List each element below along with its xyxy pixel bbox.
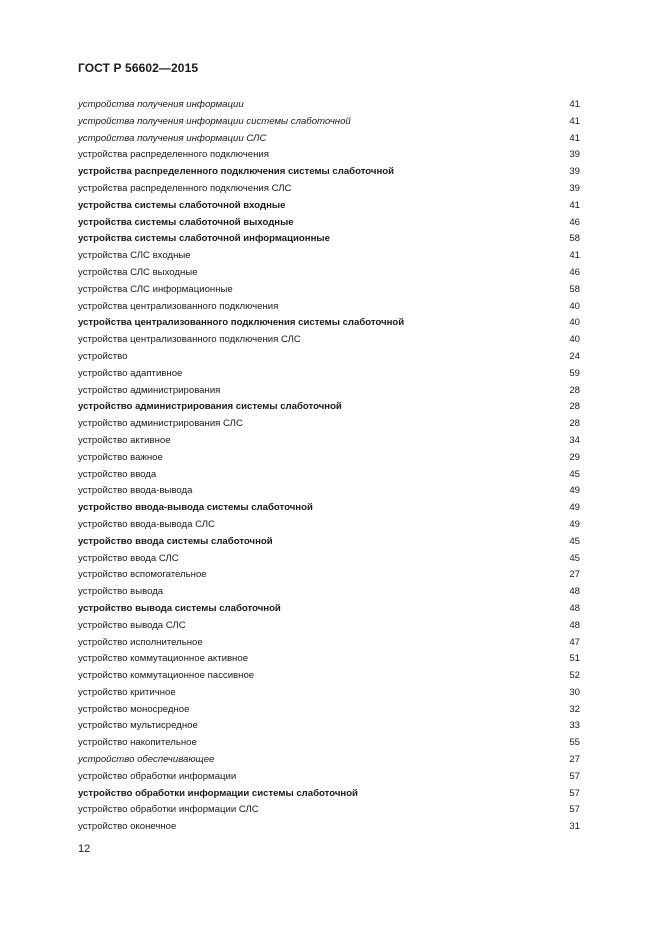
index-term: устройство активное bbox=[78, 434, 171, 446]
index-page-ref: 41 bbox=[569, 132, 580, 144]
index-entry bbox=[78, 802, 580, 819]
index-entry bbox=[78, 248, 580, 265]
index-page-ref: 51 bbox=[569, 653, 580, 665]
index-entry bbox=[78, 483, 580, 500]
index-page-ref: 48 bbox=[569, 619, 580, 631]
index-term: устройство коммутационное активное bbox=[78, 653, 249, 665]
index-term: устройства системы слаботочной информационные bbox=[78, 233, 330, 245]
index-entry bbox=[78, 500, 580, 517]
index-page-ref: 34 bbox=[569, 434, 580, 446]
index-entry bbox=[78, 718, 580, 735]
index-term: устройства получения информации bbox=[78, 99, 244, 110]
index-page-ref: 59 bbox=[569, 367, 580, 379]
index-term: устройство критичное bbox=[78, 686, 176, 698]
index-page-ref: 27 bbox=[569, 754, 580, 766]
index-page-ref: 52 bbox=[569, 670, 580, 682]
index-term: устройство обеспечивающее bbox=[78, 754, 215, 766]
index-term: устройство вывода системы слаботочной bbox=[78, 602, 281, 614]
index-entry bbox=[78, 450, 580, 467]
index-term: устройства получения информации СЛС bbox=[78, 132, 267, 144]
index-page-ref: 57 bbox=[569, 770, 580, 782]
index-page-ref: 41 bbox=[569, 250, 580, 262]
index-entry bbox=[78, 366, 580, 383]
index-entry bbox=[78, 332, 580, 349]
index-page-ref: 39 bbox=[569, 182, 580, 194]
index-entry bbox=[78, 517, 580, 534]
index-entry bbox=[78, 769, 580, 786]
index-term: устройство ввода-вывода СЛС bbox=[78, 518, 215, 530]
index-page-ref: 39 bbox=[569, 166, 580, 178]
index-entry bbox=[78, 786, 580, 803]
index-term: устройства системы слаботочной входные bbox=[78, 199, 286, 211]
index-term: устройства централизованного подключения bbox=[78, 300, 279, 312]
index-page-ref: 28 bbox=[569, 418, 580, 430]
index-entry bbox=[78, 399, 580, 416]
index-term: устройство адаптивное bbox=[78, 367, 183, 379]
index-term: устройство ввода-вывода системы слаботочной bbox=[78, 502, 313, 514]
index-entry bbox=[78, 635, 580, 652]
index-page-ref: 49 bbox=[569, 502, 580, 514]
index-term: устройство администрирования СЛС bbox=[78, 418, 243, 430]
index-entry bbox=[78, 231, 580, 248]
index-entry bbox=[78, 349, 580, 366]
index-entry bbox=[78, 147, 580, 164]
index-entry bbox=[78, 97, 580, 114]
document-header: ГОСТ Р 56602—2015 bbox=[78, 61, 199, 75]
index-page-ref: 29 bbox=[569, 451, 580, 463]
index-entry bbox=[78, 618, 580, 635]
alphabetical-index bbox=[78, 97, 580, 836]
index-term: устройство bbox=[78, 350, 128, 362]
index-entry bbox=[78, 651, 580, 668]
index-page-ref: 33 bbox=[569, 720, 580, 732]
index-entry bbox=[78, 534, 580, 551]
index-term: устройство ввода bbox=[78, 468, 157, 480]
index-page-ref: 57 bbox=[569, 804, 580, 816]
index-page-ref: 40 bbox=[569, 334, 580, 346]
index-term: устройство вывода СЛС bbox=[78, 619, 186, 631]
index-entry bbox=[78, 567, 580, 584]
index-page-ref: 45 bbox=[569, 535, 580, 547]
index-entry bbox=[78, 685, 580, 702]
index-entry bbox=[78, 668, 580, 685]
index-page-ref: 49 bbox=[569, 485, 580, 497]
index-term: устройство накопительное bbox=[78, 737, 197, 749]
index-entry bbox=[78, 131, 580, 148]
index-page-ref: 47 bbox=[569, 636, 580, 648]
index-term: устройства распределенного подключения СЛС bbox=[78, 182, 292, 194]
index-term: устройства распределенного подключения системы слаботочной bbox=[78, 166, 395, 178]
index-entry bbox=[78, 584, 580, 601]
index-entry bbox=[78, 265, 580, 282]
index-page-ref: 40 bbox=[569, 317, 580, 329]
index-term: устройство администрирования системы слаботочной bbox=[78, 401, 342, 413]
index-entry bbox=[78, 551, 580, 568]
index-term: устройства СЛС входные bbox=[78, 250, 191, 262]
index-entry bbox=[78, 819, 580, 836]
index-term: устройство ввода-вывода bbox=[78, 485, 193, 497]
index-term: устройства распределенного подключения bbox=[78, 149, 269, 161]
index-term: устройства централизованного подключения системы слаботочной bbox=[78, 317, 405, 329]
index-page-ref: 27 bbox=[569, 569, 580, 581]
index-page-ref: 31 bbox=[569, 821, 580, 833]
index-term: устройство мультисредное bbox=[78, 720, 198, 732]
page-number: 12 bbox=[78, 843, 91, 855]
index-entry bbox=[78, 299, 580, 316]
index-term: устройство обработки информации bbox=[78, 770, 237, 782]
index-term: устройство исполнительное bbox=[78, 636, 203, 648]
index-term: устройство вывода bbox=[78, 586, 164, 598]
index-term: устройства СЛС информационные bbox=[78, 283, 233, 295]
index-page-ref: 24 bbox=[569, 350, 580, 362]
index-entry bbox=[78, 735, 580, 752]
index-term: устройство обработки информации СЛС bbox=[78, 804, 259, 816]
index-entry bbox=[78, 198, 580, 215]
index-page-ref: 45 bbox=[569, 468, 580, 480]
index-page-ref: 46 bbox=[569, 266, 580, 278]
index-term: устройства централизованного подключения СЛС bbox=[78, 334, 301, 346]
index-term: устройство обработки информации системы слаботочной bbox=[78, 787, 358, 799]
index-page-ref: 49 bbox=[569, 518, 580, 530]
index-entry bbox=[78, 416, 580, 433]
index-entry bbox=[78, 752, 580, 769]
index-term: устройство коммутационное пассивное bbox=[78, 670, 255, 682]
index-entry bbox=[78, 181, 580, 198]
index-entry bbox=[78, 164, 580, 181]
index-page-ref: 58 bbox=[569, 233, 580, 245]
index-page-ref: 41 bbox=[569, 115, 580, 127]
index-entry bbox=[78, 601, 580, 618]
index-term: устройства получения информации системы слаботочной bbox=[78, 115, 351, 127]
index-entry bbox=[78, 433, 580, 450]
index-term: устройство ввода СЛС bbox=[78, 552, 179, 564]
index-page-ref: 58 bbox=[569, 283, 580, 295]
index-page-ref: 30 bbox=[569, 686, 580, 698]
index-page-ref: 57 bbox=[569, 787, 580, 799]
index-term: устройство администрирования bbox=[78, 384, 221, 396]
index-entry bbox=[78, 702, 580, 719]
index-entry bbox=[78, 383, 580, 400]
index-term: устройства системы слаботочной выходные bbox=[78, 216, 294, 228]
index-page-ref: 46 bbox=[569, 216, 580, 228]
index-page-ref: 40 bbox=[569, 300, 580, 312]
index-term: устройство ввода системы слаботочной bbox=[78, 535, 273, 547]
index-entry bbox=[78, 315, 580, 332]
index-page-ref: 39 bbox=[569, 149, 580, 161]
index-entry bbox=[78, 467, 580, 484]
index-term: устройство оконечное bbox=[78, 821, 177, 833]
index-page-ref: 45 bbox=[569, 552, 580, 564]
index-page-ref: 41 bbox=[569, 199, 580, 211]
index-page-ref: 55 bbox=[569, 737, 580, 749]
index-term: устройство моносредное bbox=[78, 703, 190, 715]
index-term: устройство важное bbox=[78, 451, 163, 463]
index-page-ref: 48 bbox=[569, 586, 580, 598]
index-entry bbox=[78, 215, 580, 232]
index-term: устройства СЛС выходные bbox=[78, 266, 198, 278]
index-page-ref: 41 bbox=[569, 99, 580, 110]
index-page-ref: 28 bbox=[569, 401, 580, 413]
index-page-ref: 48 bbox=[569, 602, 580, 614]
index-page-ref: 32 bbox=[569, 703, 580, 715]
index-term: устройство вспомогательное bbox=[78, 569, 207, 581]
index-page-ref: 28 bbox=[569, 384, 580, 396]
index-entry bbox=[78, 282, 580, 299]
index-entry bbox=[78, 114, 580, 131]
